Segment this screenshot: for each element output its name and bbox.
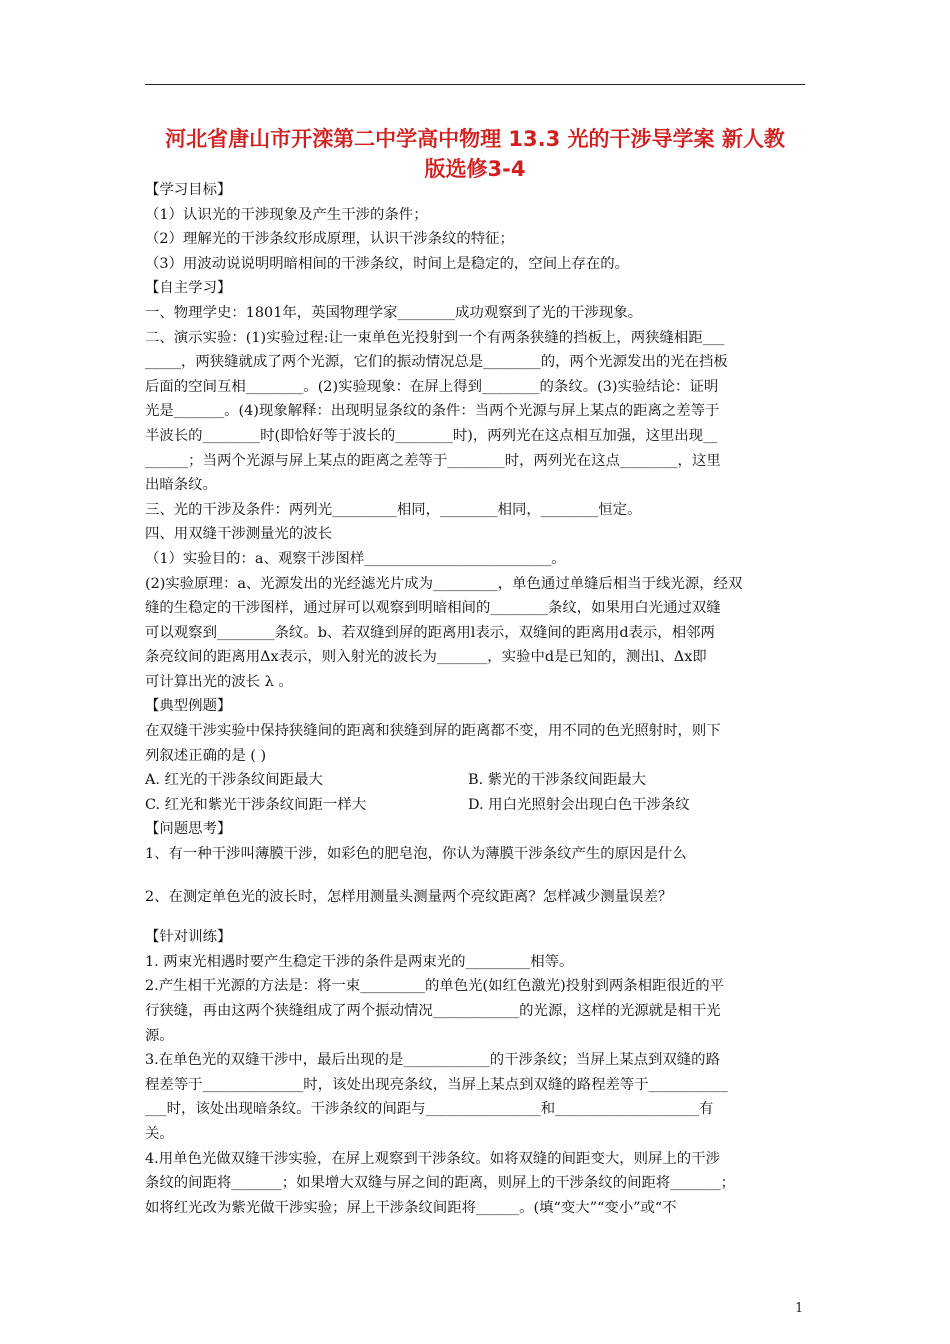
text-line: 程差等于______________时，该处出现亮条纹，当屏上某点到双缝的路程差等于___________ [145,1076,728,1093]
option-row [145,793,810,818]
text-line: 光是_______。(4)现象解释：出现明显条纹的条件：当两个光源与屏上某点的距离之差等于 [145,403,720,420]
text-line: 后面的空间互相________。(2)实验现象：在屏上得到________的条纹。(3)实验结论：证明 [145,378,719,395]
title-line-1: 河北省唐山市开滦第二中学高中物理 13.3 光的干涉导学案 新人教 [165,127,785,151]
section-heading-training: 【针对训练】 [145,929,232,946]
text-line: 出暗条纹。 [145,477,217,494]
section-heading-goals: 【学习目标】 [145,182,232,198]
text-line: 列叙述正确的是 ( ) [145,747,267,764]
text-line: 四、用双缝干涉测量光的波长 [145,526,333,543]
text-line: 4.用单色光做双缝干涉实验，在屏上观察到干涉条纹。如将双缝的间距变大，则屏上的干涉 [145,1150,720,1167]
text-line: 可计算出光的波长 λ 。 [145,673,293,690]
option-c: C. 红光和紫光干涉条纹间距一样大 [145,796,367,813]
section-heading-thinking: 【问题思考】 [145,821,232,838]
question-1: 1、有一种干涉叫薄膜干涉，如彩色的肥皂泡，你认为薄膜干涉条纹产生的原因是什么 [145,846,687,863]
section-heading-example: 【典型例题】 [145,698,232,715]
option-a: A. 红光的干涉条纹间距最大 [145,772,323,789]
question-2: 2、在测定单色光的波长时，怎样用测量头测量两个亮纹距离？怎样减少测量误差？ [145,888,673,905]
section-heading-self-study: 【自主学习】 [145,280,232,297]
header-rule [145,84,805,85]
text-line: 三、光的干涉及条件：两列光_________相同，________相同，________恒定。 [145,501,642,518]
text-line: （1）实验目的：a、观察干涉图样__________________________。 [145,550,566,567]
text-line: 二、演示实验：(1)实验过程:让一束单色光投射到一个有两条狭缝的挡板上，两狭缝相距___ [145,329,725,346]
text-line: 条纹的间距将_______；如果增大双缝与屏之间的距离，则屏上的干涉条纹的间距将_______； [145,1175,736,1192]
title-line-2: 版选修3-4 [424,157,526,181]
text-line: 关。 [145,1125,174,1142]
text-line: 一、物理学史：1801年，英国物理学家________成功观察到了光的干涉现象。 [145,304,643,321]
text-line: 半波长的________时(即恰好等于波长的________时)，两列光在这点相互加强，这里出现__ [145,427,718,444]
text-line: 1. 两束光相遇时要产生稳定干涉的条件是两束光的_________相等。 [145,953,574,970]
text-line: 行狭缝，再由这两个狭缝组成了两个振动情况____________的光源，这样的光源就是相干光 [145,1003,721,1019]
option-d: D. 用白光照射会出现白色干涉条纹 [468,796,690,813]
text-line: 3.在单色光的双缝干涉中，最后出现的是____________的干涉条纹；当屏上某点到双缝的路 [145,1052,720,1069]
option-b: B. 紫光的干涉条纹间距最大 [468,772,647,789]
text-line: (2)实验原理：a、光源发出的光经滤光片成为_________，单色通过单缝后相当于线光源，经双 [145,575,743,592]
text-line: _____，两狭缝就成了两个光源，它们的振动情况总是________的，两个光源发出的光在挡板 [145,354,728,371]
text-line: ______；当两个光源与屏上某点的距离之差等于________时，两列光在这点________，这里 [145,452,721,469]
text-line: （3）用波动说说明明暗相间的干涉条纹，时间上是稳定的，空间上存在的。 [145,255,630,272]
text-line: 可以观察到________条纹。b、若双缝到屏的距离用l表示，双缝间的距离用d表示，相邻两 [145,624,715,641]
document-title [140,124,810,184]
text-line: 缝的生稳定的干涉图样，通过屏可以观察到明暗相间的________条纹，如果用白光通过双缝 [145,600,721,617]
text-line: ___时，该处出现暗条纹。干涉条纹的间距与________________和____________________有 [145,1101,714,1118]
text-line: 条亮纹间的距离用Δx表示，则入射光的波长为_______，实验中d是已知的，测出l、Δx即 [145,649,707,666]
page-number: 1 [795,1301,804,1316]
text-line: 源。 [145,1027,174,1044]
text-line: 2.产生相干光源的方法是：将一束_________的单色光(如红色激光)投射到两条相距很近的平 [145,978,725,995]
option-row [145,768,810,793]
text-line: 如将红光改为紫光做干涉实验；屏上干涉条纹间距将______。(填“变大”“变小”或“不 [145,1199,677,1216]
text-line: （1）认识光的干涉现象及产生干涉的条件； [145,206,428,223]
text-line: （2）理解光的干涉条纹形成原理，认识干涉条纹的特征； [145,231,514,248]
text-line: 在双缝干涉实验中保持狭缝间的距离和狭缝到屏的距离都不变，用不同的色光照射时，则下 [145,723,721,740]
document-body [145,178,810,1220]
